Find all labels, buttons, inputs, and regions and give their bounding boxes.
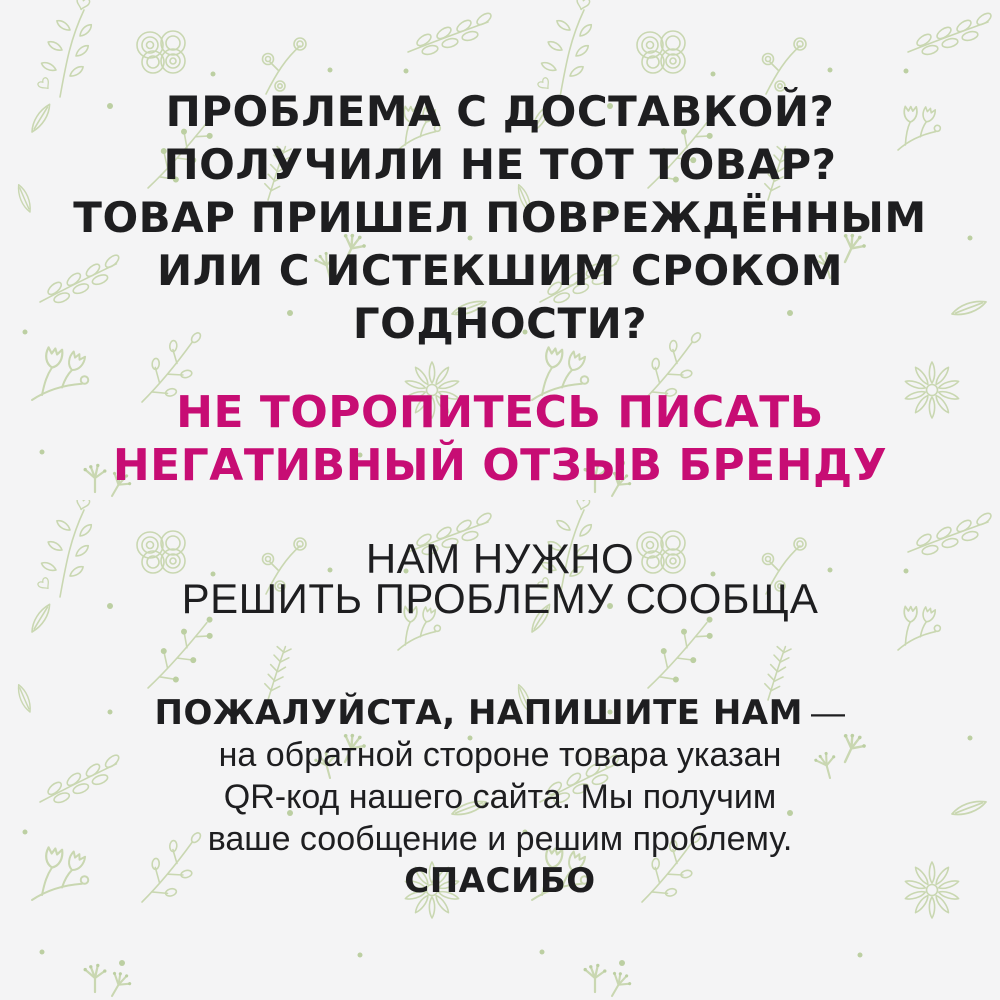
headline-line-1: ПРОБЛЕМА С ДОСТАВКОЙ?	[165, 87, 835, 136]
footer-intro	[0, 692, 1000, 734]
subheadline-line-1: НАМ НУЖНО	[365, 535, 635, 582]
subheadline-line-2: РЕШИТЬ ПРОБЛЕМУ СООБЩА	[181, 575, 819, 622]
headline-line-4: ИЛИ С ИСТЕКШИМ СРОКОМ	[157, 246, 843, 295]
thanks-text: СПАСИБО	[404, 861, 596, 901]
headline-line-3: ТОВАР ПРИШЕЛ ПОВРЕЖДЁННЫМ	[73, 193, 927, 242]
footer-body-line-3: ваше сообщение и решим проблему.	[207, 820, 793, 858]
warning-headline	[0, 386, 1000, 492]
footer-body-line-1: на обратной стороне товара указан	[218, 736, 782, 774]
footer-body-line-2: QR-код нашего сайта. Мы получим	[223, 778, 777, 816]
headline	[0, 85, 1000, 350]
footer-dash: —	[810, 694, 846, 732]
headline-line-2: ПОЛУЧИЛИ НЕ ТОТ ТОВАР?	[163, 140, 837, 189]
footer-intro-text: ПОЖАЛУЙСТА, НАПИШИТЕ НАМ	[154, 693, 803, 733]
footer-note	[0, 692, 1000, 902]
subheadline	[0, 535, 1000, 622]
headline-line-5: ГОДНОСТИ?	[352, 299, 648, 348]
warning-line-1: НЕ ТОРОПИТЕСЬ ПИСАТЬ	[176, 387, 824, 438]
warning-line-2: НЕГАТИВНЫЙ ОТЗЫВ БРЕНДУ	[112, 440, 888, 491]
